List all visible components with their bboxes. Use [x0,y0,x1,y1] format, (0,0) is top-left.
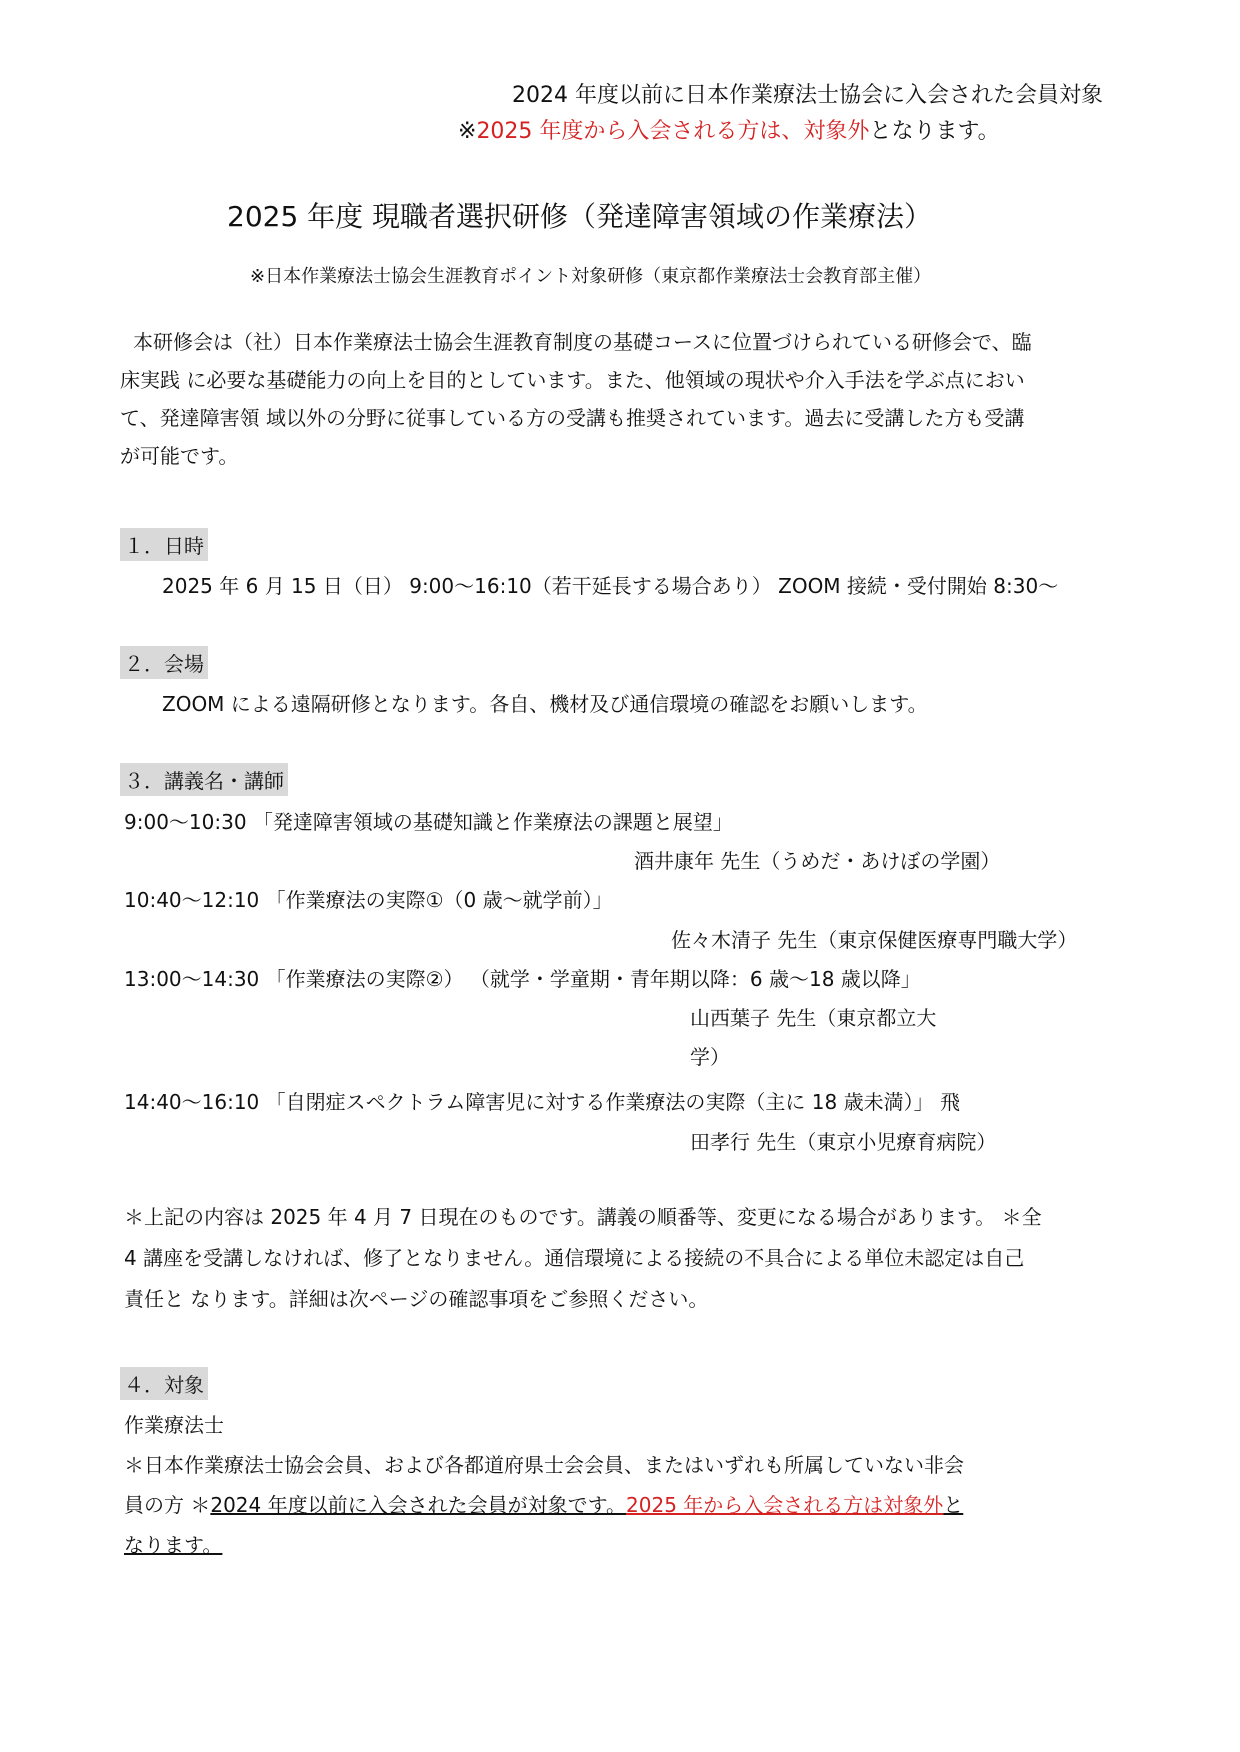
intro-line-1: 本研修会は（社）日本作業療法士協会生涯教育制度の基礎コースに位置づけられている研修会で、臨 [133,330,1032,354]
lecture-3-line: 13:00～14:30 「作業療法の実際②） （就学・学童期・青年期以降：6 歳～18 歳以降」 [124,967,921,991]
target-occupation: 作業療法士 [124,1413,224,1437]
page-title: 2025 年度 現職者選択研修（発達障害領域の作業療法） [227,200,933,233]
target-line-3-end: と [943,1493,964,1517]
header-red-text: 2025 年度から入会される方は、 [476,119,804,144]
intro-line-2: 床実践 に必要な基礎能力の向上を目的としています。また、他領域の現状や介入手法を学ぶ点におい [120,368,1025,392]
venue-text: ZOOM による遠隔研修となります。各自、機材及び通信環境の確認をお願いします。 [162,692,928,716]
note-line-2: 4 講座を受講しなければ、修了となりません。通信環境による接続の不具合による単位未認定は自己 [124,1246,1025,1270]
note-line-3: 責任と なります。詳細は次ページの確認事項をご参照ください。 [124,1287,709,1311]
section-heading-lectures: ３．講義名・講師 [120,763,288,796]
target-line-3-prefix: 員の方 ＊ [124,1493,211,1517]
intro-line-3: て、発達障害領 域以外の分野に従事している方の受講も推奨されています。過去に受講した方も受講 [120,406,1025,430]
header-line-2 [458,114,1000,145]
note-line-1: ＊上記の内容は 2025 年 4 月 7 日現在のものです。講義の順番等、変更になる場合があります。 ＊全 [124,1205,1042,1229]
lecture-1-lecturer: 酒井康年 先生（うめだ・あけぼの学園） [634,849,1001,873]
target-line-3 [124,1489,963,1518]
lecture-4-lecturer: 田孝行 先生（東京小児療育病院） [690,1130,997,1154]
target-eligible-note: 2024 年度以前に入会された会員が対象です。 [210,1493,627,1517]
section-heading-venue: ２．会場 [120,646,208,679]
lecture-4-line: 14:40～16:10 「自閉症スペクトラム障害児に対する作業療法の実際（主に 18 歳未満）」 飛 [124,1090,960,1114]
intro-line-4: が可能です。 [120,444,239,468]
header-suffix: となります。 [869,119,1000,144]
lecture-3-lecturer-cont: 学） [690,1045,730,1069]
section-heading-datetime: １．日時 [120,528,208,561]
lecture-2-line: 10:40～12:10 「作業療法の実際①（0 歳～就学前）」 [124,888,613,912]
datetime-text: 2025 年 6 月 15 日（日） 9:00～16:10（若干延長する場合あり） ZOOM 接続・受付開始 8:30～ [162,574,1059,598]
section-heading-target: ４．対象 [120,1367,208,1400]
header-line-1: 2024 年度以前に日本作業療法士協会に入会された会員対象 [512,83,1103,108]
page-subtitle: ※日本作業療法士協会生涯教育ポイント対象研修（東京都作業療法士会教育部主催） [250,266,932,287]
lecture-3-lecturer: 山西葉子 先生（東京都立大 [690,1006,937,1030]
target-line-4: なります。 [124,1533,223,1557]
header-red-target: 対象外 [803,119,870,144]
lecture-2-lecturer: 佐々木清子 先生（東京保健医療専門職大学） [671,928,1078,952]
target-excluded-note: 2025 年から入会される方は対象外 [626,1493,944,1517]
lecture-1-line: 9:00～10:30 「発達障害領域の基礎知識と作業療法の課題と展望」 [124,810,733,834]
header-ref-mark: ※ [458,119,477,144]
target-line-2: ＊日本作業療法士協会会員、および各都道府県士会会員、またはいずれも所属していない非会 [124,1453,964,1477]
